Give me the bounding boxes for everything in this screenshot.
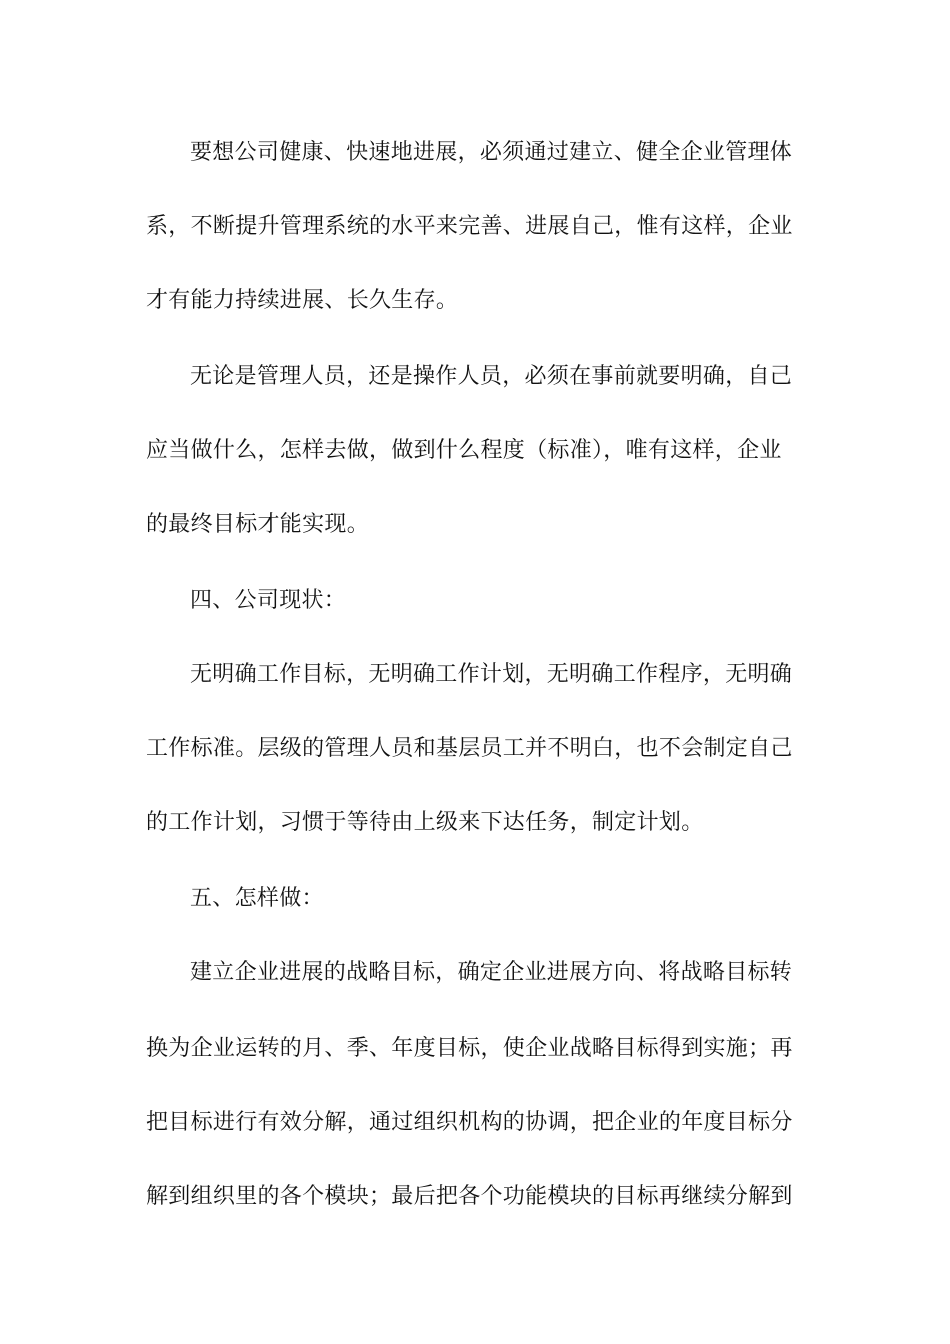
paragraph-line: 系，不断提升管理系统的水平来完善、进展自己，惟有这样，企业 [146,214,793,239]
paragraph-line: 才有能力持续进展、长久生存。 [146,288,459,313]
paragraph-line: 无论是管理人员，还是操作人员，必须在事前就要明确，自己 [190,364,793,389]
paragraph-line: 解到组织里的各个模块；最后把各个功能模块的目标再继续分解到 [146,1184,793,1209]
paragraph-line: 换为企业运转的月、季、年度目标，使企业战略目标得到实施；再 [146,1036,793,1061]
section-heading: 五、怎样做： [190,886,324,911]
paragraph-line: 的最终目标才能实现。 [146,512,370,537]
paragraph-line: 要想公司健康、快速地进展，必须通过建立、健全企业管理体 [190,140,793,165]
paragraph-line: 建立企业进展的战略目标，确定企业进展方向、将战略目标转 [190,960,793,985]
paragraph-line: 工作标准。层级的管理人员和基层员工并不明白，也不会制定自己 [146,736,793,761]
paragraph-line: 的工作计划，习惯于等待由上级来下达任务，制定计划。 [146,810,704,835]
paragraph-line: 应当做什么，怎样去做，做到什么程度（标准），唯有这样，企业 [146,438,782,463]
paragraph-line: 把目标进行有效分解，通过组织机构的协调，把企业的年度目标分 [146,1110,793,1135]
section-heading: 四、公司现状： [190,588,347,613]
paragraph-line: 无明确工作目标，无明确工作计划，无明确工作程序，无明确 [190,662,793,687]
